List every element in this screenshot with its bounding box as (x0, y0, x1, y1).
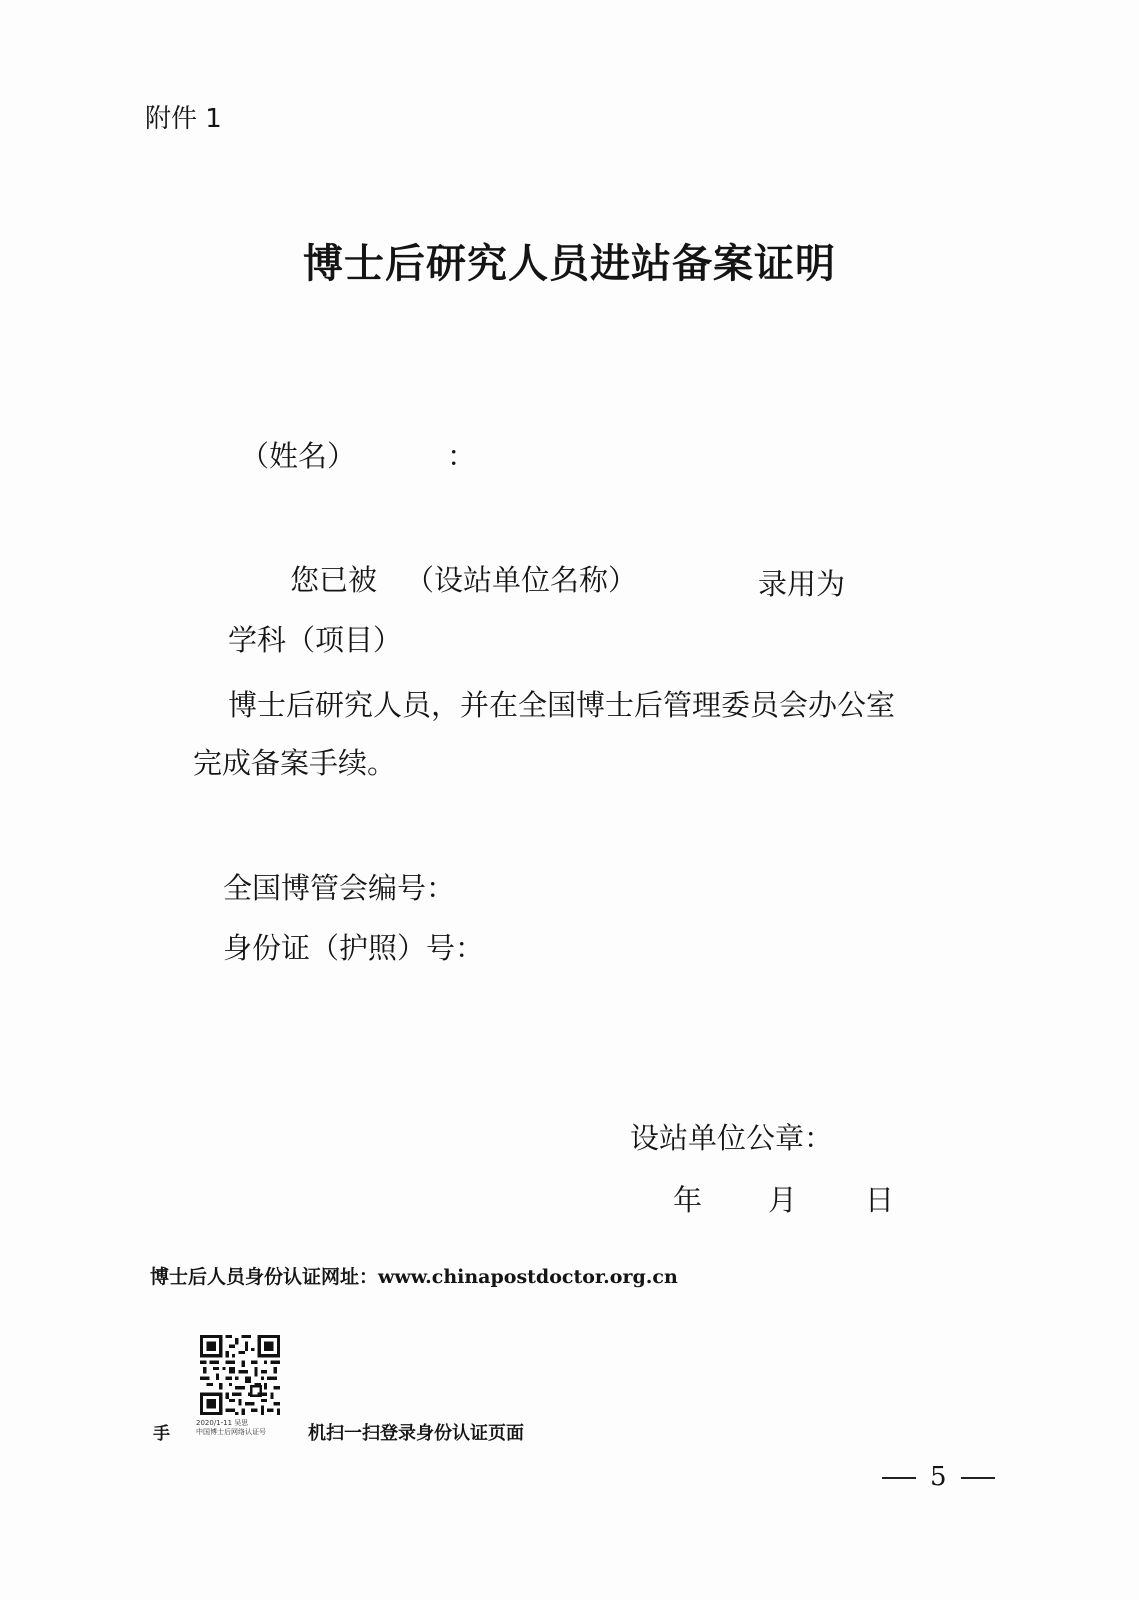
page-number-dash-right (961, 1477, 995, 1479)
registration-number-label: 全国博管会编号： (223, 871, 456, 905)
page-number-dash-left (882, 1477, 916, 1479)
date-year-label: 年 (673, 1183, 703, 1217)
name-colon: ： (447, 439, 477, 473)
date-month-label: 月 (768, 1183, 798, 1217)
seal-label: 设站单位公章： (630, 1121, 834, 1155)
verification-url-text: 博士后人员身份认证网址：www.chinapostdoctor.org.cn (150, 1266, 678, 1288)
document-title: 博士后研究人员进站备案证明 (303, 240, 836, 287)
page-number (868, 1462, 1009, 1492)
name-label: （姓名） (240, 439, 357, 473)
page-number-value: 5 (930, 1462, 947, 1492)
attachment-label: 附件 1 (145, 104, 222, 134)
paragraph-line1-unit-placeholder: （设站单位名称） (405, 563, 638, 597)
qr-caption-line2: 中国博士后网络认证号 (196, 1428, 266, 1436)
paragraph-line1-end: 录用为 (758, 567, 846, 601)
paragraph-line2-subject: 学科（项目） (228, 623, 403, 657)
qr-caption-line1: 2020/1-11 吴思 (196, 1419, 249, 1427)
qr-code-icon[interactable] (200, 1335, 280, 1415)
paragraph-line3: 博士后研究人员，并在全国博士后管理委员会办公室 (228, 688, 896, 722)
paragraph-line1-start: 您已被 (290, 563, 378, 597)
qr-code-caption (196, 1419, 266, 1437)
paragraph-line4: 完成备案手续。 (193, 746, 397, 780)
scan-instruction-text: 机扫一扫登录身份认证页面 (308, 1423, 524, 1444)
scan-instruction-prefix: 手 (153, 1424, 170, 1444)
date-day-label: 日 (865, 1183, 895, 1217)
id-number-label: 身份证（护照）号： (223, 931, 485, 965)
